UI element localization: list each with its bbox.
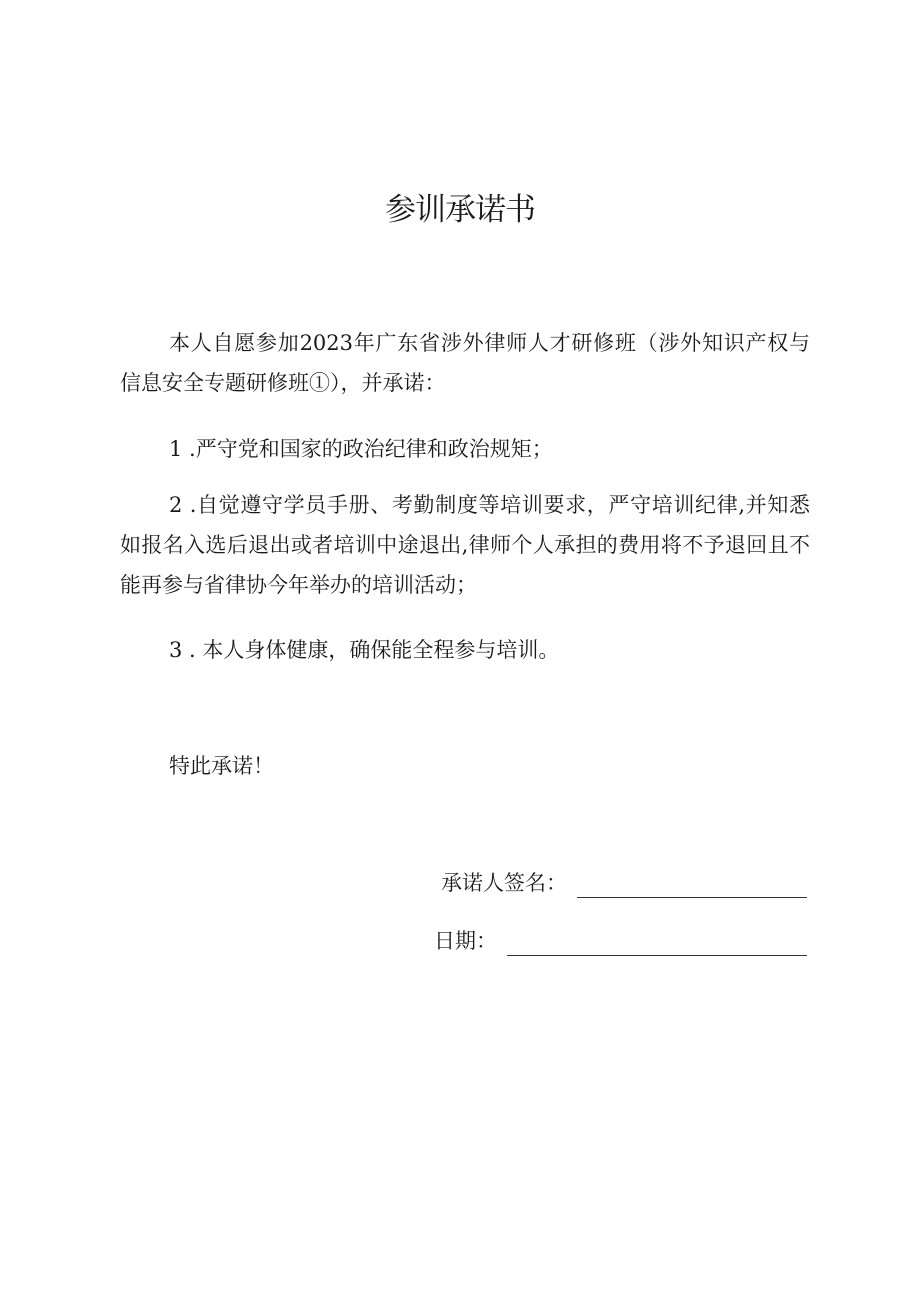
date-line[interactable]	[507, 931, 807, 956]
signature-label: 承诺人签名：	[441, 871, 567, 895]
date-label: 日期：	[434, 929, 497, 953]
date-row	[434, 926, 807, 956]
intro-paragraph: 本人自愿参加2023年广东省涉外律师人才研修班（涉外知识产权与信息安全专题研修班①），并承诺：	[120, 331, 810, 395]
commitment-item-3: 3 . 本人身体健康，确保能全程参与培训。	[169, 638, 560, 662]
closing-statement: 特此承诺！	[169, 754, 274, 778]
commitment-item-1: 1 .严守党和国家的政治纪律和政治规矩；	[169, 437, 553, 461]
commitment-item-2: 2 .自觉遵守学员手册、考勤制度等培训要求，严守培训纪律,并知悉如报名入选后退出或者培训中途退出,律师个人承担的费用将不予退回且不能再参与省律协今年举办的培训活动；	[120, 493, 810, 597]
signature-row	[441, 868, 807, 898]
signature-line[interactable]	[577, 873, 807, 898]
document-title: 参训承诺书	[385, 192, 535, 228]
